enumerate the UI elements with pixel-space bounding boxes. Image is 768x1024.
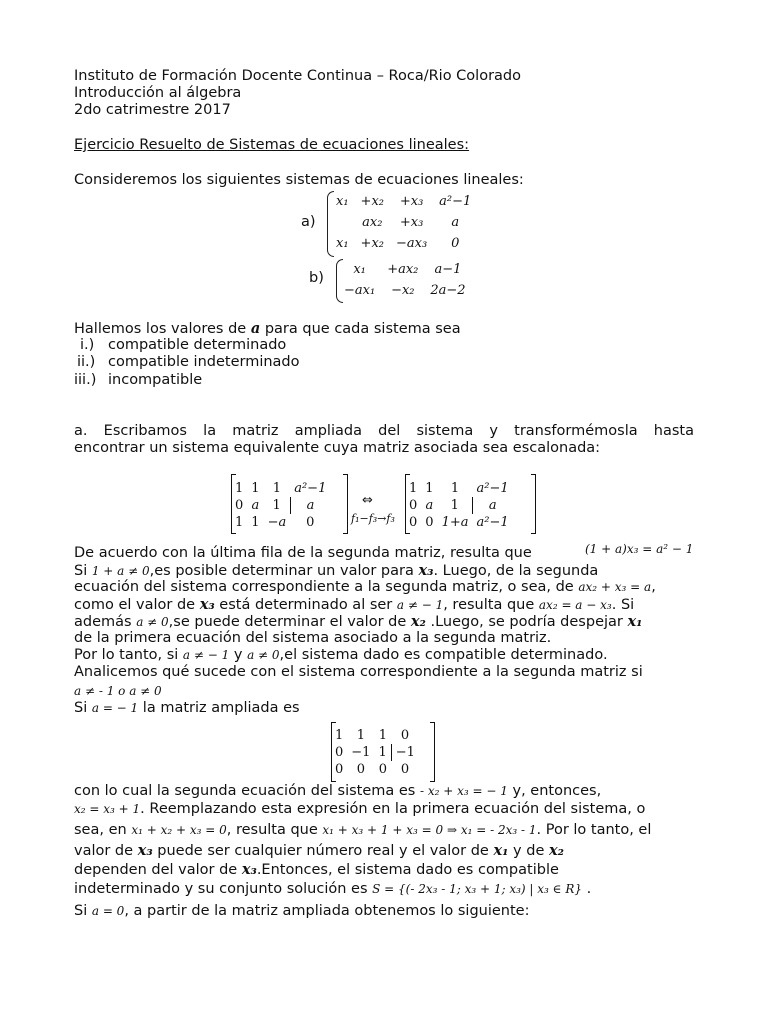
text-line <box>74 700 300 717</box>
text-fragment: ,se puede determinar el valor de <box>168 614 407 630</box>
text-line <box>74 596 634 614</box>
matrix-cell: 1 <box>356 728 365 743</box>
equation: x₁ + x₂ + x₃ = 0 <box>131 823 227 837</box>
matrix-right <box>405 480 513 531</box>
text-fragment: valor de <box>74 843 134 859</box>
solution-set: S = {(- 2x₃ - 1; x₃ + 1; x₃) | x₃ ∈ R} <box>372 882 583 896</box>
matrix-cell: 0 <box>306 515 315 530</box>
system-b-row <box>338 280 472 301</box>
system-b-term: 2a−2 <box>430 283 466 298</box>
matrix-row <box>405 514 513 531</box>
matrix-cell: 0 <box>400 762 410 777</box>
text-line: ecuación del sistema correspondiente a la segunda matriz, o sea, de ax₂ + x₃ = a, <box>74 579 656 595</box>
matrix-cell: −1 <box>395 745 415 760</box>
equation: a ≠ − 1 <box>182 648 230 662</box>
option-item <box>74 372 96 389</box>
matrix-cell: 0 <box>378 762 387 777</box>
system-a-term: 0 <box>451 236 460 251</box>
equation: ax₂ + x₃ = a <box>578 580 652 594</box>
matrix-cell: 1 <box>450 481 460 496</box>
option-text: compatible determinado <box>108 337 287 353</box>
system-a-term: x₁ <box>336 194 349 209</box>
row-operation: f₁−f₃→f₃ <box>351 512 395 525</box>
option-text: incompatible <box>108 372 203 388</box>
text-fragment: ecuación del sistema correspondiente a la segunda matriz, o sea, de <box>74 579 574 595</box>
text-fragment: Si <box>74 700 88 716</box>
text-line: De acuerdo con la última fila de la segunda matriz, resulta que <box>74 545 532 561</box>
matrix-row <box>405 497 513 514</box>
text-fragment: Si <box>74 903 88 919</box>
variable: x₃ <box>137 842 153 859</box>
text-fragment: . Reemplazando esta expresión en la primera ecuación del sistema, o <box>140 801 646 817</box>
text-fragment: y de <box>513 843 545 859</box>
text-fragment: la matriz ampliada es <box>142 700 300 716</box>
matrix-cell: 0 <box>409 498 418 513</box>
system-a-term: x₁ <box>336 236 349 251</box>
text-line <box>74 861 559 879</box>
matrix-cell: 0 <box>425 515 434 530</box>
text-line <box>74 613 642 631</box>
text-fragment: como el valor de <box>74 597 196 613</box>
equation: a = − 1 <box>91 701 139 715</box>
matrix-cell: a <box>488 498 497 513</box>
matrix-cell: 1 <box>235 481 244 496</box>
matrix-cell: a <box>425 498 434 513</box>
text-fragment: está determinado al ser <box>219 597 393 613</box>
matrix-left <box>231 480 330 531</box>
text-fragment: , resulta que <box>443 597 535 613</box>
matrix-cell: 0 <box>409 515 418 530</box>
system-b-term: +ax₂ <box>387 262 419 277</box>
equation: x₁ + x₃ + 1 + x₃ = 0 ⇒ x₁ = - 2x₃ - 1 <box>322 823 537 837</box>
text-fragment: sea, en <box>74 822 127 838</box>
matrix-row <box>231 514 330 531</box>
option-number: iii.) <box>74 372 97 388</box>
option-item <box>80 337 94 354</box>
system-a-term: +x₂ <box>360 236 384 251</box>
part-a-line: a. Escribamos la matriz ampliada del sistema y transformémosla hasta <box>74 423 694 439</box>
matrix-m1 <box>331 727 419 778</box>
matrix-cell: a <box>251 498 260 513</box>
variable: x₂ <box>410 613 426 630</box>
institute-name: Instituto de Formación Docente Continua – Roca/Rio Colorado <box>74 68 522 84</box>
text-fragment: puede ser cualquier número real y el valor de <box>157 843 489 859</box>
matrix-cell: 1 <box>425 481 434 496</box>
system-a-term: +x₃ <box>399 194 424 209</box>
matrix-cell: 1 <box>264 497 291 514</box>
text-line <box>74 801 645 818</box>
option-item <box>77 354 95 371</box>
text-fragment: . Si <box>611 597 635 613</box>
text-line: Analicemos qué sucede con el sistema correspondiente a la segunda matriz si <box>74 664 643 680</box>
matrix-cell: a <box>306 498 315 513</box>
system-a-row <box>330 191 477 212</box>
matrix-cell: 0 <box>335 745 344 760</box>
matrix-row <box>405 480 513 497</box>
matrix-row <box>331 744 419 761</box>
text-fragment: . Por lo tanto, el <box>536 822 652 838</box>
matrix-row <box>231 497 330 514</box>
option-number: ii.) <box>77 354 96 370</box>
question-tail: para que cada sistema sea <box>264 321 461 337</box>
text-fragment: . <box>586 881 592 897</box>
variable: x₂ <box>548 842 564 859</box>
matrix-cell: 0 <box>235 498 244 513</box>
question-lead: Hallemos los valores de <box>74 321 247 337</box>
system-a-row <box>330 212 477 233</box>
system-a-term <box>330 212 355 233</box>
matrix-cell: a²−1 <box>294 481 327 496</box>
system-b-term: x₁ <box>353 262 366 277</box>
text-fragment: y <box>233 647 243 663</box>
matrix-cell: 0 <box>400 728 410 743</box>
matrix-cell: a²−1 <box>476 481 509 496</box>
system-b-label: b) <box>309 270 324 286</box>
text-fragment: dependen del valor de <box>74 862 238 878</box>
variable: x₃ <box>418 562 434 579</box>
matrix-cell: 1+a <box>441 515 469 530</box>
equation: - x₂ + x₃ = − 1 <box>419 784 508 798</box>
system-a-term: +x₃ <box>399 215 424 230</box>
matrix-cell: −a <box>267 515 287 530</box>
intro-text: Consideremos los siguientes sistemas de ecuaciones lineales: <box>74 172 524 188</box>
equation: a ≠ 0 <box>136 615 169 629</box>
system-a-term: ax₂ <box>362 215 383 230</box>
equivalence-arrow: ⇔ <box>362 493 373 508</box>
text-fragment: .Entonces, el sistema dado es compatible <box>256 862 559 878</box>
system-b-term: −ax₁ <box>344 283 376 298</box>
equation: a ≠ − 1 <box>396 598 444 612</box>
text-line <box>74 562 694 580</box>
system-a-term: a <box>451 215 460 230</box>
system-a-label: a) <box>301 214 316 230</box>
text-fragment: , resulta que <box>226 822 318 838</box>
part-a-line: encontrar un sistema equivalente cuya matriz asociada sea escalonada: <box>74 440 601 456</box>
matrix-cell: 1 <box>378 728 387 743</box>
text-fragment: con lo cual la segunda ecuación del sistema es <box>74 783 416 799</box>
matrix-cell: 1 <box>374 744 391 761</box>
equation: a ≠ - 1 o a ≠ 0 <box>74 684 162 698</box>
text-fragment: .Luego, se podría despejar <box>430 614 623 630</box>
text-fragment: , a partir de la matriz ampliada obtenemos lo siguiente: <box>124 903 530 919</box>
matrix-cell: 0 <box>335 762 344 777</box>
text-fragment: Si <box>74 563 88 579</box>
text-line <box>74 647 608 664</box>
matrix-cell: 1 <box>438 497 473 514</box>
variable: x₃ <box>199 596 215 613</box>
text-fragment: Por lo tanto, si <box>74 647 179 663</box>
system-a-row <box>330 233 477 254</box>
variable: x₁ <box>493 842 509 859</box>
matrix-row <box>231 480 330 497</box>
variable: x₁ <box>627 613 643 630</box>
text-line <box>74 783 601 800</box>
equation: a = 0 <box>91 904 125 918</box>
option-number: i.) <box>80 337 95 353</box>
text-line <box>74 842 564 860</box>
matrix-left-bracket-right <box>343 474 348 534</box>
text-line: de la primera ecuación del sistema asociado a la segunda matriz. <box>74 630 552 646</box>
text-line <box>74 903 529 920</box>
matrix-m1-bracket-right <box>430 722 435 782</box>
text-fragment: . Luego, de la segunda <box>433 563 599 579</box>
question-line <box>74 320 461 338</box>
text-fragment: y, entonces, <box>512 783 602 799</box>
variable: x₃ <box>241 861 257 878</box>
system-b-row <box>338 259 472 280</box>
system-a-term: a²−1 <box>439 194 472 209</box>
equation: ax₂ = a − x₃ <box>538 598 612 612</box>
matrix-cell: 0 <box>356 762 365 777</box>
matrix-right-bracket-right <box>531 474 536 534</box>
equation: 1 + a ≠ 0 <box>91 564 150 578</box>
equation: x₂ = x₃ + 1 <box>74 802 141 816</box>
matrix-cell: 1 <box>251 515 260 530</box>
system-a <box>330 191 477 254</box>
system-b-term: a−1 <box>434 262 462 277</box>
text-fragment: indeterminado y su conjunto solución es <box>74 881 368 897</box>
text-line <box>74 822 651 839</box>
course-name: Introducción al álgebra <box>74 85 242 101</box>
matrix-cell: −1 <box>351 745 371 760</box>
matrix-cell: 1 <box>251 481 260 496</box>
exercise-title: Ejercicio Resuelto de Sistemas de ecuaciones lineales: <box>74 137 470 153</box>
equation: (1 + a)x₃ = a² − 1 <box>585 542 694 556</box>
matrix-cell: 1 <box>409 481 418 496</box>
system-b-term: −x₂ <box>391 283 415 298</box>
system-a-term: −ax₃ <box>395 236 428 251</box>
matrix-row <box>331 727 419 744</box>
system-a-term: +x₂ <box>360 194 384 209</box>
matrix-cell: 1 <box>235 515 244 530</box>
equation: a ≠ 0 <box>247 648 280 662</box>
term: 2do catrimestre 2017 <box>74 102 231 118</box>
matrix-cell: 1 <box>335 728 344 743</box>
text-fragment: además <box>74 614 132 630</box>
question-variable: a <box>250 320 261 337</box>
matrix-cell: 1 <box>272 481 282 496</box>
option-text: compatible indeterminado <box>108 354 300 370</box>
matrix-cell: a²−1 <box>476 515 509 530</box>
text-fragment: ,es posible determinar un valor para <box>149 563 414 579</box>
text-fragment: ,el sistema dado es compatible determinado. <box>279 647 608 663</box>
matrix-row <box>331 761 419 778</box>
text-line <box>74 881 591 898</box>
system-b <box>338 259 472 301</box>
